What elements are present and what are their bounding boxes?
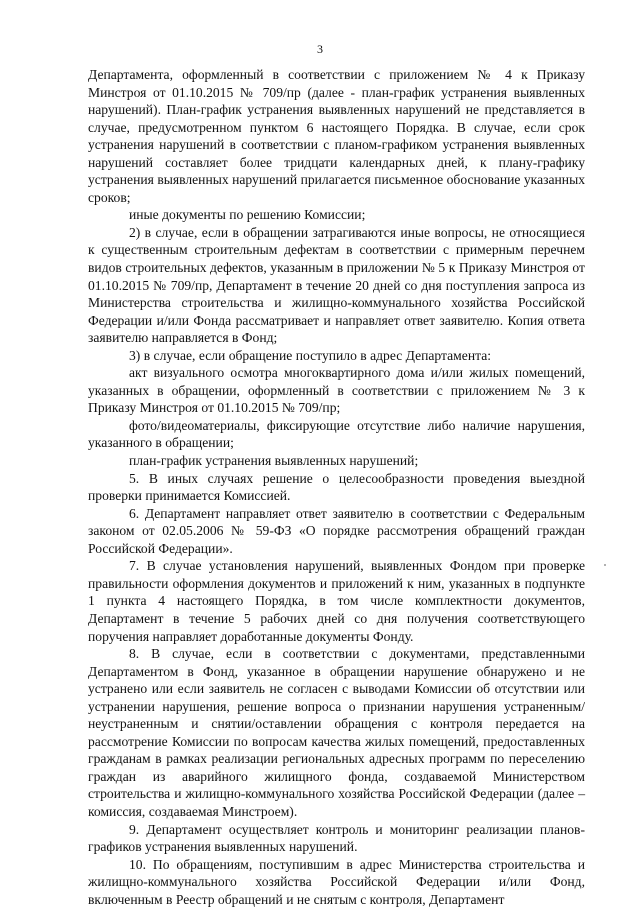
paragraph: 2) в случае, если в обращении затрагиваются иные вопросы, не относящиеся к существенным строительным дефектам в соответствии с примерным перечнем видов строительных дефектов, указанным в приложении № 5 к Приказу Минстроя от 01.10.2015 № 709/пр, Департамент в течение 20 дней со дня поступления запроса из Министерства строительства и жилищно-коммунального хозяйства Российской Федерации и/или Фонда рассматривает и направляет ответ заявителю. Копия ответа заявителю направляется в Фонд; (88, 224, 585, 346)
paragraph: 3) в случае, если обращение поступило в адрес Департамента: (129, 347, 492, 363)
paragraph: 6. Департамент направляет ответ заявителю в соответствии с Федеральным законом от 02.05.2006 № 59-ФЗ «О порядке рассмотрения обращений граждан Российской Федерации». (88, 505, 585, 556)
page-number: 3 (317, 42, 323, 56)
paragraph: 10. По обращениям, поступившим в адрес Министерства строительства и жилищно-коммунального хозяйства Российской Федерации и/или Фонд, включенным в Реестр обращений и не снятым с контроля, Департамент (88, 856, 585, 907)
paragraph: план-график устранения выявленных нарушений; (129, 453, 419, 469)
paragraph: 9. Департамент осуществляет контроль и мониторинг реализации планов-графиков устранения выявленных нарушений. (88, 821, 585, 855)
paragraph: 5. В иных случаях решение о целесообразности проведения выездной проверки принимается Комиссией. (88, 470, 585, 504)
scan-speck (604, 564, 606, 566)
paragraph: акт визуального осмотра многоквартирного дома и/или жилых помещений, указанных в обращении, оформленный в соответствии с приложением № 3 к Приказу Минстроя от 01.10.2015 № 709/пр; (88, 365, 585, 416)
paragraph: Департамента, оформленный в соответствии с приложением № 4 к Приказу Минстроя от 01.10.2015 № 709/пр (далее - план-график устранения выявленных нарушений). План-график устранения выявленных нарушений не представляется в случае, предусмотренном пунктом 6 настоящего Порядка. В случае, если срок устранения нарушений в соответствии с планом-графиком устранения выявленных нарушений составляет более тридцати календарных дней, к плану-графику устранения выявленных нарушений прилагается письменное обоснование указанных сроков; (88, 67, 585, 205)
document-body (88, 66, 585, 908)
paragraph: 7. В случае установления нарушений, выявленных Фондом при проверке правильности оформления документов и приложений к ним, указанных в подпункте 1 пункта 4 настоящего Порядка, в том числе комплектности документов, Департамент в течение 5 рабочих дней со дня получения соответствующего поручения направляет доработанные документы Фонду. (88, 558, 585, 644)
paragraph: 8. В случае, если в соответствии с документами, представленными Департаментом в Фонд, указанное в обращении нарушение обнаружено и не устранено или если заявитель не согласен с выводами Комиссии об отсутствии или устранении нарушения, решение вопроса о признании нарушения устраненным/неустраненным и снятии/оставлении обращения с контроля передается на рассмотрение Комиссии по вопросам качества жилых помещений, предоставленных гражданам в рамках реализации региональных адресных программ по переселению граждан из аварийного жилищного фонда, создаваемой Министерством строительства и жилищно-коммунального хозяйства Российской Федерации (далее – комиссия, создаваемая Минстроем). (88, 646, 585, 819)
paragraph: фото/видеоматериалы, фиксирующие отсутствие либо наличие нарушения, указанного в обращении; (88, 417, 585, 451)
paragraph: иные документы по решению Комиссии; (129, 207, 366, 223)
